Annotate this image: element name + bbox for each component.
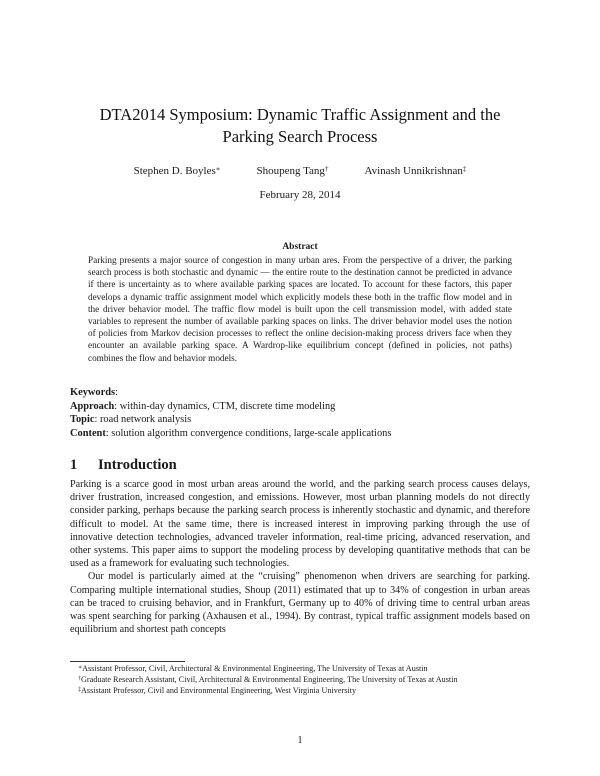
footnote-1	[70, 663, 530, 674]
section-number: 1	[70, 457, 78, 473]
keyword-content: Content: solution algorithm convergence conditions, large-scale applications	[70, 427, 392, 439]
keyword-content-label: Content	[70, 427, 106, 439]
paper-date: February 28, 2014	[259, 189, 341, 201]
footnote-1-mark: ∗	[78, 665, 83, 671]
footnote-3-mark: ‡	[78, 687, 81, 693]
footnote-3	[70, 685, 530, 696]
keyword-topic-label: Topic	[70, 414, 95, 426]
author-2-name: Shoupeng Tang	[256, 165, 325, 177]
abstract-heading: Abstract	[282, 242, 318, 252]
paper-title	[70, 104, 530, 148]
author-3	[364, 164, 466, 178]
footnote-divider	[70, 661, 185, 662]
footnotes	[70, 663, 530, 696]
keyword-topic: Topic: road network analysis	[70, 414, 192, 426]
author-3-mark: ‡	[462, 165, 467, 173]
abstract-body: Parking presents a major source of congestion in many urban ares. From the perspective of a driver, the parking search process is both stochastic and dynamic — the entire route to the destination cannot be predicted in advance if there is uncertainty as to where available parking spaces are located. To account for these factors, this paper develops a dynamic traffic assignment model which explicitly models these both in the traffic flow model and in the driver behavior model. The traffic flow model is built upon the cell transmission model, with added state variables to represent the number of available parking spaces on links. The driver behavior model uses the notion of policies from Markov decision processes to reflect the online decision-making process drivers face when they encounter an available parking space. A Wardrop-like equilibrium concept (defined in policies, not paths) combines the flow and behavior models.	[88, 255, 512, 363]
keyword-approach: Approach: within-day dynamics, CTM, discrete time modeling	[70, 400, 336, 412]
footnote-2-mark: †	[78, 676, 81, 682]
footnote-2-text: Graduate Research Assistant, Civil, Architectural & Environmental Engineering, The University of Texas at Austin	[81, 675, 458, 684]
keyword-topic-value: road network analysis	[99, 414, 192, 426]
keyword-approach-value: within-day dynamics, CTM, discrete time modeling	[119, 400, 336, 412]
intro-paragraph-2: Our model is particularly aimed at the “cruising” phenomenon when drivers are searching for parking. Comparing multiple international studies, Shoup (2011) estimated that up to 34% of congestion in urban areas can be traced to cruising behavior, and in Frankfurt, Germany up to 40% of driving time to central urban areas was spent searching for parking (Axhausen et al., 1994). By contrast, typical traffic assignment models based on equilibrium and shortest path concepts	[70, 571, 530, 636]
author-3-name: Avinash Unnikrishnan	[364, 165, 463, 177]
footnote-1-text: Assistant Professor, Civil, Architectural & Environmental Engineering, The University of Texas at Austin	[82, 664, 428, 673]
keywords-heading: Keywords	[70, 387, 116, 398]
page-number: 1	[297, 735, 303, 746]
keyword-content-value: solution algorithm convergence conditions, large-scale applications	[111, 427, 392, 439]
intro-paragraph-1: Parking is a scarce good in most urban areas around the world, and the parking search process causes delays, driver frustration, increased congestion, and emissions. However, most urban planning models do not directly consider parking, perhaps because the parking search process is inherently stochastic and dynamic, and therefore difficult to model. At the same time, there is increased interest in improving parking through the use of innovative detection technologies, advanced traveler information, real-time pricing, advanced reservation, and other systems. This paper aims to support the modeling process by developing quantitative methods that can be used as a framework for evaluating such technologies.	[70, 479, 530, 570]
keywords-block	[70, 386, 530, 440]
author-1	[134, 164, 221, 178]
title-line-1: DTA2014 Symposium: Dynamic Traffic Assignment and the	[99, 105, 501, 124]
footnote-3-text: Assistant Professor, Civil and Environmental Engineering, West Virginia University	[81, 686, 357, 695]
author-list	[70, 164, 530, 178]
section-heading	[70, 456, 530, 474]
author-1-mark: ∗	[215, 165, 221, 173]
section-title: Introduction	[98, 457, 177, 473]
introduction-body	[70, 478, 530, 636]
title-line-2: Parking Search Process	[222, 127, 378, 146]
keywords-heading-line: Keywords:	[70, 387, 118, 398]
author-2-mark: †	[324, 165, 329, 173]
author-2	[257, 164, 329, 178]
footnote-2	[70, 674, 530, 685]
keyword-approach-label: Approach	[70, 400, 115, 412]
author-1-name: Stephen D. Boyles	[133, 165, 216, 177]
